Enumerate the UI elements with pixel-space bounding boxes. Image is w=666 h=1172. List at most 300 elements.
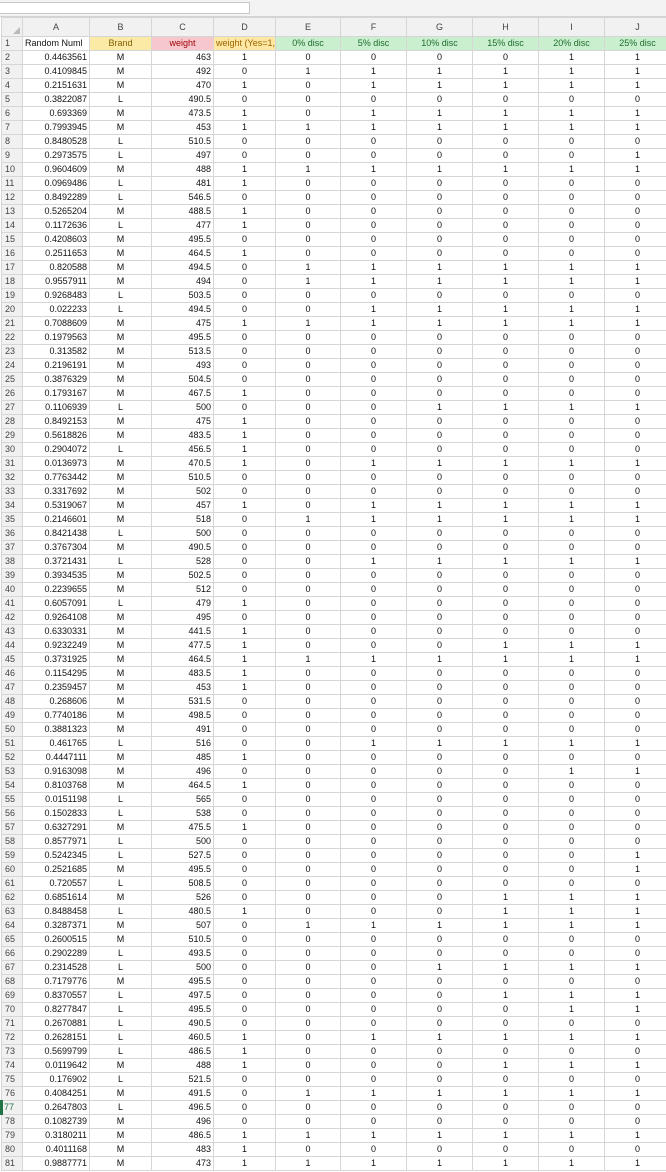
- disc-5-cell[interactable]: 0: [341, 429, 407, 443]
- random-number-cell[interactable]: 0.2973575: [23, 149, 90, 163]
- disc-25-cell[interactable]: 1: [605, 51, 666, 65]
- brand-cell[interactable]: M: [90, 779, 152, 793]
- disc-10-cell[interactable]: 0: [407, 135, 473, 149]
- random-number-cell[interactable]: 0.5265204: [23, 205, 90, 219]
- random-number-cell[interactable]: 0.4463561: [23, 51, 90, 65]
- random-number-cell[interactable]: 0.8277847: [23, 1003, 90, 1017]
- disc-25-cell[interactable]: 1: [605, 961, 666, 975]
- column-header-e[interactable]: E: [276, 18, 341, 37]
- disc-0-cell[interactable]: 0: [276, 611, 341, 625]
- disc-20-cell[interactable]: 0: [539, 681, 605, 695]
- disc-20-cell[interactable]: 0: [539, 625, 605, 639]
- disc-0-cell[interactable]: 1: [276, 317, 341, 331]
- row-number[interactable]: 49: [2, 709, 23, 723]
- disc-10-cell[interactable]: 1: [407, 499, 473, 513]
- brand-cell[interactable]: M: [90, 1129, 152, 1143]
- disc-15-cell[interactable]: 0: [473, 793, 539, 807]
- disc-0-cell[interactable]: 0: [276, 135, 341, 149]
- disc-5-cell[interactable]: 0: [341, 1003, 407, 1017]
- disc-20-cell[interactable]: 0: [539, 807, 605, 821]
- random-number-cell[interactable]: 0.0151198: [23, 793, 90, 807]
- disc-25-cell[interactable]: 1: [605, 989, 666, 1003]
- weight-flag-cell[interactable]: 0: [214, 1073, 276, 1087]
- disc-25-cell[interactable]: 1: [605, 401, 666, 415]
- weight-flag-cell[interactable]: 0: [214, 275, 276, 289]
- row-number[interactable]: 80: [2, 1143, 23, 1157]
- weight-cell[interactable]: 503.5: [152, 289, 214, 303]
- brand-cell[interactable]: M: [90, 51, 152, 65]
- row-number[interactable]: 2: [2, 51, 23, 65]
- row-number[interactable]: 30: [2, 443, 23, 457]
- disc-0-cell[interactable]: 0: [276, 205, 341, 219]
- disc-10-cell[interactable]: 0: [407, 793, 473, 807]
- weight-cell[interactable]: 473.5: [152, 107, 214, 121]
- weight-cell[interactable]: 490.5: [152, 1017, 214, 1031]
- disc-20-cell[interactable]: 0: [539, 821, 605, 835]
- disc-5-cell[interactable]: 1: [341, 919, 407, 933]
- row-number[interactable]: 33: [2, 485, 23, 499]
- row-number[interactable]: 3: [2, 65, 23, 79]
- weight-cell[interactable]: 496: [152, 1115, 214, 1129]
- weight-cell[interactable]: 473: [152, 1157, 214, 1171]
- disc-10-cell[interactable]: 0: [407, 947, 473, 961]
- disc-10-cell[interactable]: 0: [407, 1059, 473, 1073]
- disc-5-cell[interactable]: 0: [341, 695, 407, 709]
- disc-20-cell[interactable]: 0: [539, 863, 605, 877]
- disc-20-cell[interactable]: 0: [539, 387, 605, 401]
- disc-0-cell[interactable]: 0: [276, 415, 341, 429]
- disc-10-cell[interactable]: 0: [407, 93, 473, 107]
- random-number-cell[interactable]: 0.0119642: [23, 1059, 90, 1073]
- random-number-cell[interactable]: 0.820588: [23, 261, 90, 275]
- disc-0-cell[interactable]: 0: [276, 107, 341, 121]
- random-number-cell[interactable]: 0.8421438: [23, 527, 90, 541]
- disc-25-cell[interactable]: 1: [605, 303, 666, 317]
- disc-10-cell[interactable]: 0: [407, 905, 473, 919]
- row-number[interactable]: 22: [2, 331, 23, 345]
- disc-25-cell[interactable]: 0: [605, 191, 666, 205]
- disc-0-cell[interactable]: 0: [276, 387, 341, 401]
- weight-flag-cell[interactable]: 1: [214, 79, 276, 93]
- disc-10-cell[interactable]: 1: [407, 1031, 473, 1045]
- disc-25-cell[interactable]: 0: [605, 429, 666, 443]
- disc-20-cell[interactable]: 0: [539, 541, 605, 555]
- weight-cell[interactable]: 475: [152, 317, 214, 331]
- weight-cell[interactable]: 453: [152, 681, 214, 695]
- weight-cell[interactable]: 565: [152, 793, 214, 807]
- disc-10-cell[interactable]: 1: [407, 1087, 473, 1101]
- weight-flag-cell[interactable]: 0: [214, 527, 276, 541]
- disc-20-cell[interactable]: 0: [539, 583, 605, 597]
- weight-flag-cell[interactable]: 0: [214, 401, 276, 415]
- disc-15-cell[interactable]: 0: [473, 247, 539, 261]
- disc-25-cell[interactable]: 0: [605, 359, 666, 373]
- brand-cell[interactable]: M: [90, 625, 152, 639]
- select-all-corner[interactable]: [2, 18, 23, 37]
- row-number[interactable]: 45: [2, 653, 23, 667]
- random-number-cell[interactable]: 0.0969486: [23, 177, 90, 191]
- disc-0-cell[interactable]: 1: [276, 275, 341, 289]
- random-number-cell[interactable]: 0.1979563: [23, 331, 90, 345]
- random-number-cell[interactable]: 0.693369: [23, 107, 90, 121]
- weight-flag-cell[interactable]: 1: [214, 1129, 276, 1143]
- disc-20-cell[interactable]: 0: [539, 247, 605, 261]
- row-number[interactable]: 58: [2, 835, 23, 849]
- disc-0-cell[interactable]: 0: [276, 947, 341, 961]
- weight-cell[interactable]: 497: [152, 149, 214, 163]
- weight-flag-cell[interactable]: 0: [214, 793, 276, 807]
- random-number-cell[interactable]: 0.9264108: [23, 611, 90, 625]
- weight-cell[interactable]: 500: [152, 527, 214, 541]
- brand-cell[interactable]: M: [90, 359, 152, 373]
- row-number[interactable]: 79: [2, 1129, 23, 1143]
- disc-10-cell[interactable]: 0: [407, 331, 473, 345]
- weight-cell[interactable]: 513.5: [152, 345, 214, 359]
- disc-0-cell[interactable]: 0: [276, 1003, 341, 1017]
- weight-flag-cell[interactable]: 0: [214, 345, 276, 359]
- disc-15-cell[interactable]: 1: [473, 261, 539, 275]
- random-number-cell[interactable]: 0.3721431: [23, 555, 90, 569]
- disc-25-cell[interactable]: 1: [605, 919, 666, 933]
- disc-5-cell[interactable]: 0: [341, 1059, 407, 1073]
- weight-flag-cell[interactable]: 0: [214, 135, 276, 149]
- row-number[interactable]: 59: [2, 849, 23, 863]
- disc-0-cell[interactable]: 0: [276, 597, 341, 611]
- formula-input[interactable]: [0, 2, 250, 14]
- row-number[interactable]: 36: [2, 527, 23, 541]
- disc-5-cell[interactable]: 0: [341, 1017, 407, 1031]
- random-number-cell[interactable]: 0.1106939: [23, 401, 90, 415]
- disc-20-cell[interactable]: 1: [539, 639, 605, 653]
- disc-0-cell[interactable]: 0: [276, 373, 341, 387]
- brand-cell[interactable]: L: [90, 737, 152, 751]
- weight-flag-cell[interactable]: 1: [214, 639, 276, 653]
- weight-cell[interactable]: 483.5: [152, 667, 214, 681]
- disc-5-cell[interactable]: 0: [341, 569, 407, 583]
- disc-25-cell[interactable]: 1: [605, 261, 666, 275]
- disc-5-cell[interactable]: 1: [341, 1031, 407, 1045]
- disc-15-cell[interactable]: 1: [473, 1129, 539, 1143]
- disc-5-cell[interactable]: 0: [341, 527, 407, 541]
- weight-cell[interactable]: 486.5: [152, 1129, 214, 1143]
- row-number[interactable]: 47: [2, 681, 23, 695]
- random-number-cell[interactable]: 0.3287371: [23, 919, 90, 933]
- weight-flag-cell[interactable]: 0: [214, 611, 276, 625]
- disc-20-cell[interactable]: 1: [539, 121, 605, 135]
- brand-cell[interactable]: M: [90, 205, 152, 219]
- random-number-cell[interactable]: 0.1154295: [23, 667, 90, 681]
- disc-5-cell[interactable]: 0: [341, 443, 407, 457]
- random-number-cell[interactable]: 0.8488458: [23, 905, 90, 919]
- disc-10-cell[interactable]: 0: [407, 177, 473, 191]
- row-number[interactable]: 73: [2, 1045, 23, 1059]
- weight-cell[interactable]: 477.5: [152, 639, 214, 653]
- weight-cell[interactable]: 470.5: [152, 457, 214, 471]
- random-number-cell[interactable]: 0.2670881: [23, 1017, 90, 1031]
- weight-flag-cell[interactable]: 1: [214, 387, 276, 401]
- brand-cell[interactable]: M: [90, 457, 152, 471]
- disc-0-cell[interactable]: 0: [276, 457, 341, 471]
- disc-25-cell[interactable]: 0: [605, 835, 666, 849]
- disc-25-cell[interactable]: 0: [605, 569, 666, 583]
- disc-5-cell[interactable]: 0: [341, 723, 407, 737]
- disc-5-cell[interactable]: 0: [341, 51, 407, 65]
- header-cell-10-disc[interactable]: 10% disc: [407, 37, 473, 51]
- weight-cell[interactable]: 486.5: [152, 1045, 214, 1059]
- disc-10-cell[interactable]: 0: [407, 863, 473, 877]
- disc-15-cell[interactable]: 0: [473, 779, 539, 793]
- disc-5-cell[interactable]: 0: [341, 947, 407, 961]
- row-number[interactable]: 28: [2, 415, 23, 429]
- disc-20-cell[interactable]: 0: [539, 485, 605, 499]
- disc-10-cell[interactable]: 0: [407, 415, 473, 429]
- disc-15-cell[interactable]: 1: [473, 1087, 539, 1101]
- random-number-cell[interactable]: 0.2151631: [23, 79, 90, 93]
- weight-flag-cell[interactable]: 0: [214, 149, 276, 163]
- random-number-cell[interactable]: 0.9887771: [23, 1157, 90, 1171]
- row-number[interactable]: 5: [2, 93, 23, 107]
- disc-10-cell[interactable]: 0: [407, 583, 473, 597]
- column-header-j[interactable]: J: [605, 18, 666, 37]
- weight-flag-cell[interactable]: 0: [214, 93, 276, 107]
- disc-25-cell[interactable]: 1: [605, 891, 666, 905]
- disc-25-cell[interactable]: 0: [605, 177, 666, 191]
- disc-15-cell[interactable]: 1: [473, 1059, 539, 1073]
- disc-25-cell[interactable]: 0: [605, 415, 666, 429]
- weight-flag-cell[interactable]: 0: [214, 359, 276, 373]
- row-number[interactable]: 27: [2, 401, 23, 415]
- weight-cell[interactable]: 475: [152, 415, 214, 429]
- disc-5-cell[interactable]: 0: [341, 863, 407, 877]
- row-number[interactable]: 1: [2, 37, 23, 51]
- brand-cell[interactable]: L: [90, 191, 152, 205]
- random-number-cell[interactable]: 0.5618826: [23, 429, 90, 443]
- weight-cell[interactable]: 488: [152, 1059, 214, 1073]
- disc-20-cell[interactable]: 0: [539, 793, 605, 807]
- disc-20-cell[interactable]: 1: [539, 1031, 605, 1045]
- row-number[interactable]: 24: [2, 359, 23, 373]
- disc-20-cell[interactable]: 0: [539, 1101, 605, 1115]
- brand-cell[interactable]: L: [90, 849, 152, 863]
- disc-10-cell[interactable]: 0: [407, 541, 473, 555]
- disc-25-cell[interactable]: 1: [605, 863, 666, 877]
- random-number-cell[interactable]: 0.3180211: [23, 1129, 90, 1143]
- random-number-cell[interactable]: 0.2902289: [23, 947, 90, 961]
- row-number[interactable]: 69: [2, 989, 23, 1003]
- brand-cell[interactable]: L: [90, 877, 152, 891]
- disc-0-cell[interactable]: 0: [276, 51, 341, 65]
- disc-15-cell[interactable]: 0: [473, 415, 539, 429]
- disc-10-cell[interactable]: 0: [407, 667, 473, 681]
- disc-25-cell[interactable]: 1: [605, 1087, 666, 1101]
- weight-flag-cell[interactable]: 1: [214, 499, 276, 513]
- disc-0-cell[interactable]: 0: [276, 835, 341, 849]
- row-number[interactable]: 8: [2, 135, 23, 149]
- disc-20-cell[interactable]: 1: [539, 51, 605, 65]
- disc-5-cell[interactable]: 1: [341, 163, 407, 177]
- row-number[interactable]: 21: [2, 317, 23, 331]
- disc-0-cell[interactable]: 1: [276, 1129, 341, 1143]
- disc-10-cell[interactable]: 0: [407, 597, 473, 611]
- disc-25-cell[interactable]: 0: [605, 135, 666, 149]
- weight-cell[interactable]: 498.5: [152, 709, 214, 723]
- disc-15-cell[interactable]: 0: [473, 345, 539, 359]
- weight-flag-cell[interactable]: 0: [214, 849, 276, 863]
- disc-15-cell[interactable]: 0: [473, 541, 539, 555]
- disc-5-cell[interactable]: 0: [341, 93, 407, 107]
- disc-15-cell[interactable]: 0: [473, 485, 539, 499]
- weight-cell[interactable]: 453: [152, 121, 214, 135]
- disc-15-cell[interactable]: 0: [473, 835, 539, 849]
- weight-flag-cell[interactable]: 1: [214, 905, 276, 919]
- disc-10-cell[interactable]: 1: [407, 653, 473, 667]
- row-number[interactable]: 7: [2, 121, 23, 135]
- random-number-cell[interactable]: 0.8480528: [23, 135, 90, 149]
- disc-25-cell[interactable]: 1: [605, 1003, 666, 1017]
- disc-0-cell[interactable]: 0: [276, 555, 341, 569]
- row-number[interactable]: 18: [2, 275, 23, 289]
- disc-20-cell[interactable]: 1: [539, 457, 605, 471]
- row-number[interactable]: 56: [2, 807, 23, 821]
- disc-15-cell[interactable]: 1: [473, 555, 539, 569]
- disc-20-cell[interactable]: 0: [539, 219, 605, 233]
- weight-flag-cell[interactable]: 0: [214, 919, 276, 933]
- disc-20-cell[interactable]: 0: [539, 1115, 605, 1129]
- row-number[interactable]: 20: [2, 303, 23, 317]
- brand-cell[interactable]: L: [90, 597, 152, 611]
- brand-cell[interactable]: L: [90, 1101, 152, 1115]
- disc-0-cell[interactable]: 0: [276, 751, 341, 765]
- disc-20-cell[interactable]: 0: [539, 289, 605, 303]
- random-number-cell[interactable]: 0.9557911: [23, 275, 90, 289]
- disc-0-cell[interactable]: 0: [276, 975, 341, 989]
- disc-10-cell[interactable]: 0: [407, 569, 473, 583]
- disc-0-cell[interactable]: 0: [276, 289, 341, 303]
- disc-10-cell[interactable]: 0: [407, 1101, 473, 1115]
- brand-cell[interactable]: L: [90, 961, 152, 975]
- weight-cell[interactable]: 483: [152, 1143, 214, 1157]
- disc-5-cell[interactable]: 0: [341, 1115, 407, 1129]
- disc-10-cell[interactable]: 0: [407, 751, 473, 765]
- weight-flag-cell[interactable]: 1: [214, 205, 276, 219]
- weight-cell[interactable]: 494.5: [152, 303, 214, 317]
- disc-10-cell[interactable]: 1: [407, 65, 473, 79]
- brand-cell[interactable]: M: [90, 863, 152, 877]
- brand-cell[interactable]: L: [90, 905, 152, 919]
- brand-cell[interactable]: M: [90, 975, 152, 989]
- brand-cell[interactable]: M: [90, 891, 152, 905]
- disc-15-cell[interactable]: 0: [473, 177, 539, 191]
- disc-0-cell[interactable]: 0: [276, 667, 341, 681]
- disc-10-cell[interactable]: 0: [407, 527, 473, 541]
- disc-0-cell[interactable]: 0: [276, 709, 341, 723]
- brand-cell[interactable]: L: [90, 289, 152, 303]
- disc-0-cell[interactable]: 0: [276, 1045, 341, 1059]
- weight-flag-cell[interactable]: 1: [214, 625, 276, 639]
- disc-5-cell[interactable]: 1: [341, 121, 407, 135]
- disc-10-cell[interactable]: 1: [407, 163, 473, 177]
- disc-10-cell[interactable]: 0: [407, 835, 473, 849]
- disc-5-cell[interactable]: 0: [341, 387, 407, 401]
- disc-15-cell[interactable]: 0: [473, 1045, 539, 1059]
- row-number[interactable]: 11: [2, 177, 23, 191]
- row-number[interactable]: 14: [2, 219, 23, 233]
- weight-flag-cell[interactable]: 1: [214, 429, 276, 443]
- disc-0-cell[interactable]: 1: [276, 121, 341, 135]
- brand-cell[interactable]: M: [90, 429, 152, 443]
- weight-flag-cell[interactable]: 0: [214, 233, 276, 247]
- disc-25-cell[interactable]: 0: [605, 233, 666, 247]
- weight-flag-cell[interactable]: 1: [214, 121, 276, 135]
- brand-cell[interactable]: M: [90, 723, 152, 737]
- disc-10-cell[interactable]: 0: [407, 51, 473, 65]
- disc-5-cell[interactable]: 1: [341, 737, 407, 751]
- disc-15-cell[interactable]: 0: [473, 667, 539, 681]
- disc-15-cell[interactable]: 0: [473, 1143, 539, 1157]
- disc-20-cell[interactable]: 0: [539, 471, 605, 485]
- disc-25-cell[interactable]: 0: [605, 793, 666, 807]
- disc-10-cell[interactable]: 1: [407, 261, 473, 275]
- weight-cell[interactable]: 507: [152, 919, 214, 933]
- weight-cell[interactable]: 502.5: [152, 569, 214, 583]
- random-number-cell[interactable]: 0.2314528: [23, 961, 90, 975]
- disc-10-cell[interactable]: 0: [407, 723, 473, 737]
- disc-10-cell[interactable]: 1: [407, 401, 473, 415]
- disc-15-cell[interactable]: 1: [473, 401, 539, 415]
- disc-5-cell[interactable]: 1: [341, 457, 407, 471]
- disc-10-cell[interactable]: 0: [407, 639, 473, 653]
- disc-15-cell[interactable]: 0: [473, 205, 539, 219]
- disc-15-cell[interactable]: 0: [473, 765, 539, 779]
- weight-flag-cell[interactable]: 1: [214, 443, 276, 457]
- disc-15-cell[interactable]: 0: [473, 93, 539, 107]
- disc-5-cell[interactable]: 0: [341, 765, 407, 779]
- column-header-f[interactable]: F: [341, 18, 407, 37]
- header-cell-0-disc[interactable]: 0% disc: [276, 37, 341, 51]
- disc-5-cell[interactable]: 1: [341, 555, 407, 569]
- weight-cell[interactable]: 493.5: [152, 947, 214, 961]
- disc-10-cell[interactable]: 0: [407, 681, 473, 695]
- disc-0-cell[interactable]: 0: [276, 891, 341, 905]
- disc-25-cell[interactable]: 1: [605, 107, 666, 121]
- disc-15-cell[interactable]: 1: [473, 499, 539, 513]
- random-number-cell[interactable]: 0.7993945: [23, 121, 90, 135]
- weight-flag-cell[interactable]: 1: [214, 107, 276, 121]
- column-header-i[interactable]: I: [539, 18, 605, 37]
- disc-10-cell[interactable]: 0: [407, 1073, 473, 1087]
- disc-25-cell[interactable]: 1: [605, 149, 666, 163]
- weight-cell[interactable]: 518: [152, 513, 214, 527]
- random-number-cell[interactable]: 0.6330331: [23, 625, 90, 639]
- disc-20-cell[interactable]: 1: [539, 499, 605, 513]
- random-number-cell[interactable]: 0.2521685: [23, 863, 90, 877]
- weight-cell[interactable]: 538: [152, 807, 214, 821]
- disc-5-cell[interactable]: 1: [341, 1157, 407, 1171]
- disc-20-cell[interactable]: 0: [539, 835, 605, 849]
- weight-cell[interactable]: 521.5: [152, 1073, 214, 1087]
- disc-15-cell[interactable]: 1: [473, 737, 539, 751]
- weight-flag-cell[interactable]: 0: [214, 709, 276, 723]
- brand-cell[interactable]: M: [90, 415, 152, 429]
- row-number[interactable]: 42: [2, 611, 23, 625]
- random-number-cell[interactable]: 0.3881323: [23, 723, 90, 737]
- header-cell-15-disc[interactable]: 15% disc: [473, 37, 539, 51]
- brand-cell[interactable]: L: [90, 149, 152, 163]
- disc-15-cell[interactable]: 0: [473, 821, 539, 835]
- disc-20-cell[interactable]: 0: [539, 205, 605, 219]
- disc-10-cell[interactable]: 1: [407, 275, 473, 289]
- weight-flag-cell[interactable]: 1: [214, 1045, 276, 1059]
